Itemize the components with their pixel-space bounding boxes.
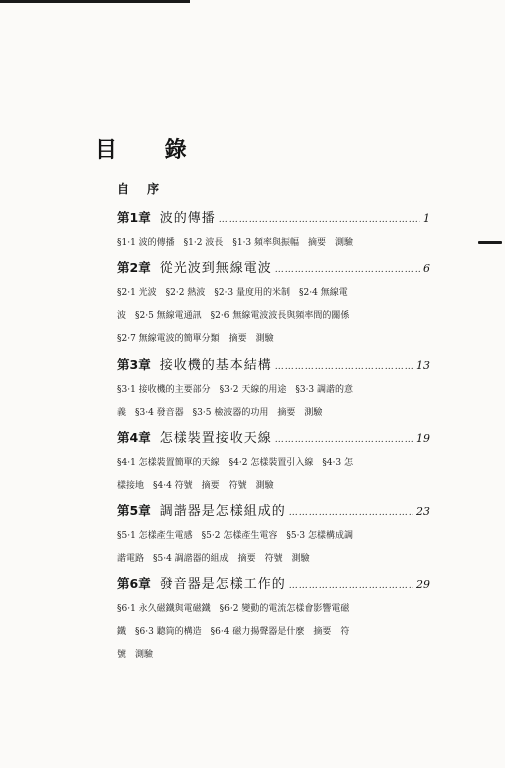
leader-dots <box>275 265 420 275</box>
chapter-number: 第6章 <box>117 576 151 591</box>
chapter-title: 怎樣裝置接收天線 <box>159 431 272 446</box>
leader-dots <box>275 435 413 445</box>
chapter-number: 第1章 <box>117 210 151 225</box>
chapter-3-entry <box>117 354 430 425</box>
preface-entry: 自 序 <box>117 182 167 196</box>
section-line: 義 §3·4 發音器 §3·5 檢波器的功用 摘要 測驗 <box>117 408 323 418</box>
chapter-4-entry <box>117 427 430 498</box>
section-line: §5·1 怎樣產生電感 §5·2 怎樣產生電容 §5·3 怎樣構成調 <box>117 531 354 541</box>
chapter-number: 第5章 <box>117 503 151 518</box>
page-number: 29 <box>416 578 430 591</box>
chapter-title: 從光波到無線電波 <box>159 261 272 276</box>
section-list <box>117 282 430 351</box>
section-line: §4·1 怎樣裝置簡單的天線 §4·2 怎樣裝置引入線 §4·3 怎 <box>117 458 354 468</box>
chapter-heading <box>117 354 430 374</box>
chapter-heading <box>117 500 430 520</box>
chapter-number: 第2章 <box>117 260 151 275</box>
chapter-1-entry <box>117 207 430 255</box>
section-line: §6·1 永久磁鐵與電磁鐵 §6·2 變動的電流怎樣會影響電磁 <box>117 604 350 614</box>
chapter-title: 發音器是怎樣工作的 <box>159 577 286 592</box>
section-line: 號 測驗 <box>117 650 154 660</box>
page-number: 6 <box>423 262 430 275</box>
leader-dots <box>275 362 413 372</box>
toc-title: 目 錄 <box>95 137 207 163</box>
section-line: 樣接地 §4·4 符號 摘要 符號 測驗 <box>117 481 274 491</box>
top-edge-rule <box>0 0 190 3</box>
page-number: 19 <box>416 432 430 445</box>
chapter-heading <box>117 573 430 593</box>
chapter-heading <box>117 257 430 277</box>
section-list <box>117 379 430 425</box>
section-line: 波 §2·5 無線電通訊 §2·6 無線電波波長與頻率間的關係 <box>117 311 350 321</box>
section-list <box>117 598 430 667</box>
chapter-6-entry <box>117 573 430 667</box>
section-line: §3·1 接收機的主要部分 §3·2 天線的用途 §3·3 調諧的意 <box>117 385 354 395</box>
section-line: §2·7 無線電波的簡單分類 摘要 測驗 <box>117 334 274 344</box>
section-line: §2·1 光波 §2·2 熱波 §2·3 量度用的米制 §2·4 無線電 <box>117 288 348 298</box>
chapter-number: 第3章 <box>117 357 151 372</box>
page-number: 13 <box>416 359 430 372</box>
section-line: 鐵 §6·3 聽筒的構造 §6·4 磁力揚聲器是什麼 摘要 符 <box>117 627 350 637</box>
chapter-number: 第4章 <box>117 430 151 445</box>
leader-dots <box>219 215 420 225</box>
chapter-title: 調諧器是怎樣組成的 <box>159 504 286 519</box>
chapter-5-entry <box>117 500 430 571</box>
chapter-heading <box>117 427 430 447</box>
section-list <box>117 232 430 255</box>
page-number: 1 <box>423 212 430 225</box>
chapter-2-entry <box>117 257 430 351</box>
margin-dash-mark <box>478 241 502 244</box>
chapter-heading <box>117 207 430 227</box>
section-line: 諧電路 §5·4 調諧器的組成 摘要 符號 測驗 <box>117 554 310 564</box>
leader-dots <box>289 581 413 591</box>
page-number: 23 <box>416 505 430 518</box>
chapter-title: 接收機的基本結構 <box>159 358 272 373</box>
section-list <box>117 452 430 498</box>
section-list <box>117 525 430 571</box>
section-line: §1·1 波的傳播 §1·2 波長 §1·3 頻率與振幅 摘要 測驗 <box>117 238 354 248</box>
chapter-title: 波的傳播 <box>159 211 216 226</box>
leader-dots <box>289 508 413 518</box>
